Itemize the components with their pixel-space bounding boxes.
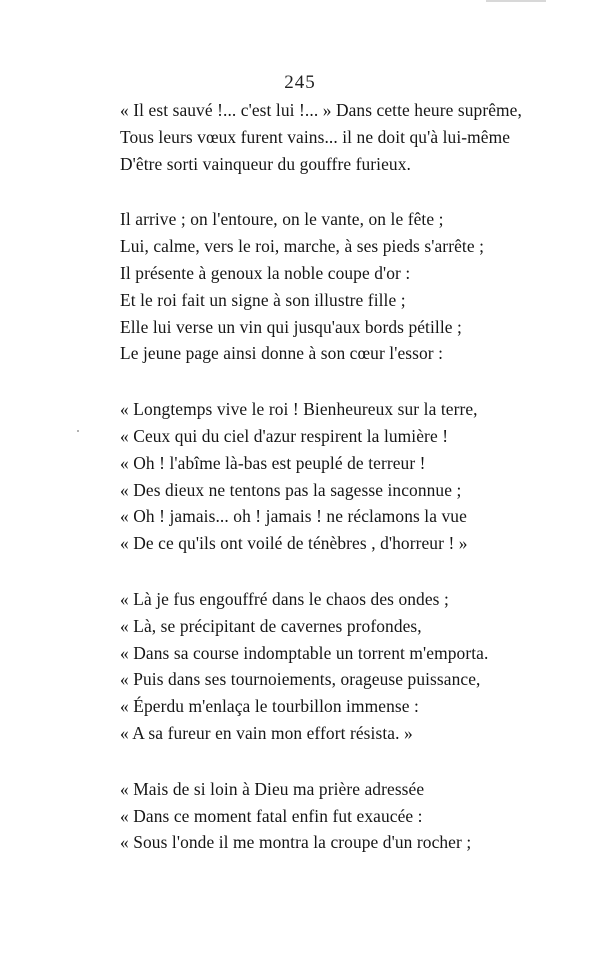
page-number: 245	[284, 72, 316, 93]
verse-line: « Là je fus engouffré dans le chaos des ondes ;	[120, 588, 449, 609]
verse-line: « Des dieux ne tentons pas la sagesse inconnue ;	[120, 479, 462, 500]
verse-line: « Mais de si loin à Dieu ma prière adressée	[120, 778, 425, 799]
paper-speck	[77, 430, 79, 432]
verse-line: « Il est sauvé !... c'est lui !... » Dans cette heure suprême,	[120, 100, 522, 120]
verse-line: « Dans sa course indomptable un torrent m'emporta.	[120, 642, 489, 663]
stanza	[120, 206, 500, 367]
verse-line: « Sous l'onde il me montra la croupe d'un rocher ;	[120, 832, 472, 853]
verse-line: « Oh ! jamais... oh ! jamais ! ne réclamons la vue	[120, 506, 467, 527]
verse-line: « Ceux qui du ciel d'azur respirent la lumière !	[120, 425, 449, 446]
verse-line: « A sa fureur en vain mon effort résista. »	[120, 722, 413, 743]
verse-line: « Longtemps vive le roi ! Bienheureux sur la terre,	[120, 399, 478, 420]
verse-line: Et le roi fait un signe à son illustre fille ;	[120, 289, 406, 310]
page-edge-mark	[486, 0, 546, 2]
verse-line: Le jeune page ainsi donne à son cœur l'essor :	[120, 343, 444, 364]
verse-line: « Là, se précipitant de cavernes profondes,	[120, 615, 422, 636]
verse-line: Lui, calme, vers le roi, marche, à ses pieds s'arrête ;	[120, 236, 485, 257]
poem-text	[120, 97, 522, 885]
verse-line: Elle lui verse un vin qui jusqu'aux bords pétille ;	[120, 316, 462, 337]
verse-line: Tous leurs vœux furent vains... il ne doit qu'à lui-même	[120, 126, 511, 147]
verse-line: D'être sorti vainqueur du gouffre furieux.	[120, 153, 411, 174]
verse-line: « Oh ! l'abîme là-bas est peuplé de terreur !	[120, 452, 426, 473]
verse-line: « Puis dans ses tournoiements, orageuse puissance,	[120, 669, 481, 690]
stanza	[120, 776, 500, 856]
stanza	[120, 97, 522, 177]
stanza	[120, 586, 500, 747]
verse-line: « Dans ce moment fatal enfin fut exaucée :	[120, 805, 423, 826]
stanza	[120, 396, 500, 557]
verse-line: Il arrive ; on l'entoure, on le vante, on le fête ;	[120, 209, 444, 230]
verse-line: Il présente à genoux la noble coupe d'or :	[120, 262, 411, 283]
verse-line: « Éperdu m'enlaça le tourbillon immense :	[120, 696, 419, 717]
verse-line: « De ce qu'ils ont voilé de ténèbres , d'horreur ! »	[120, 533, 468, 554]
